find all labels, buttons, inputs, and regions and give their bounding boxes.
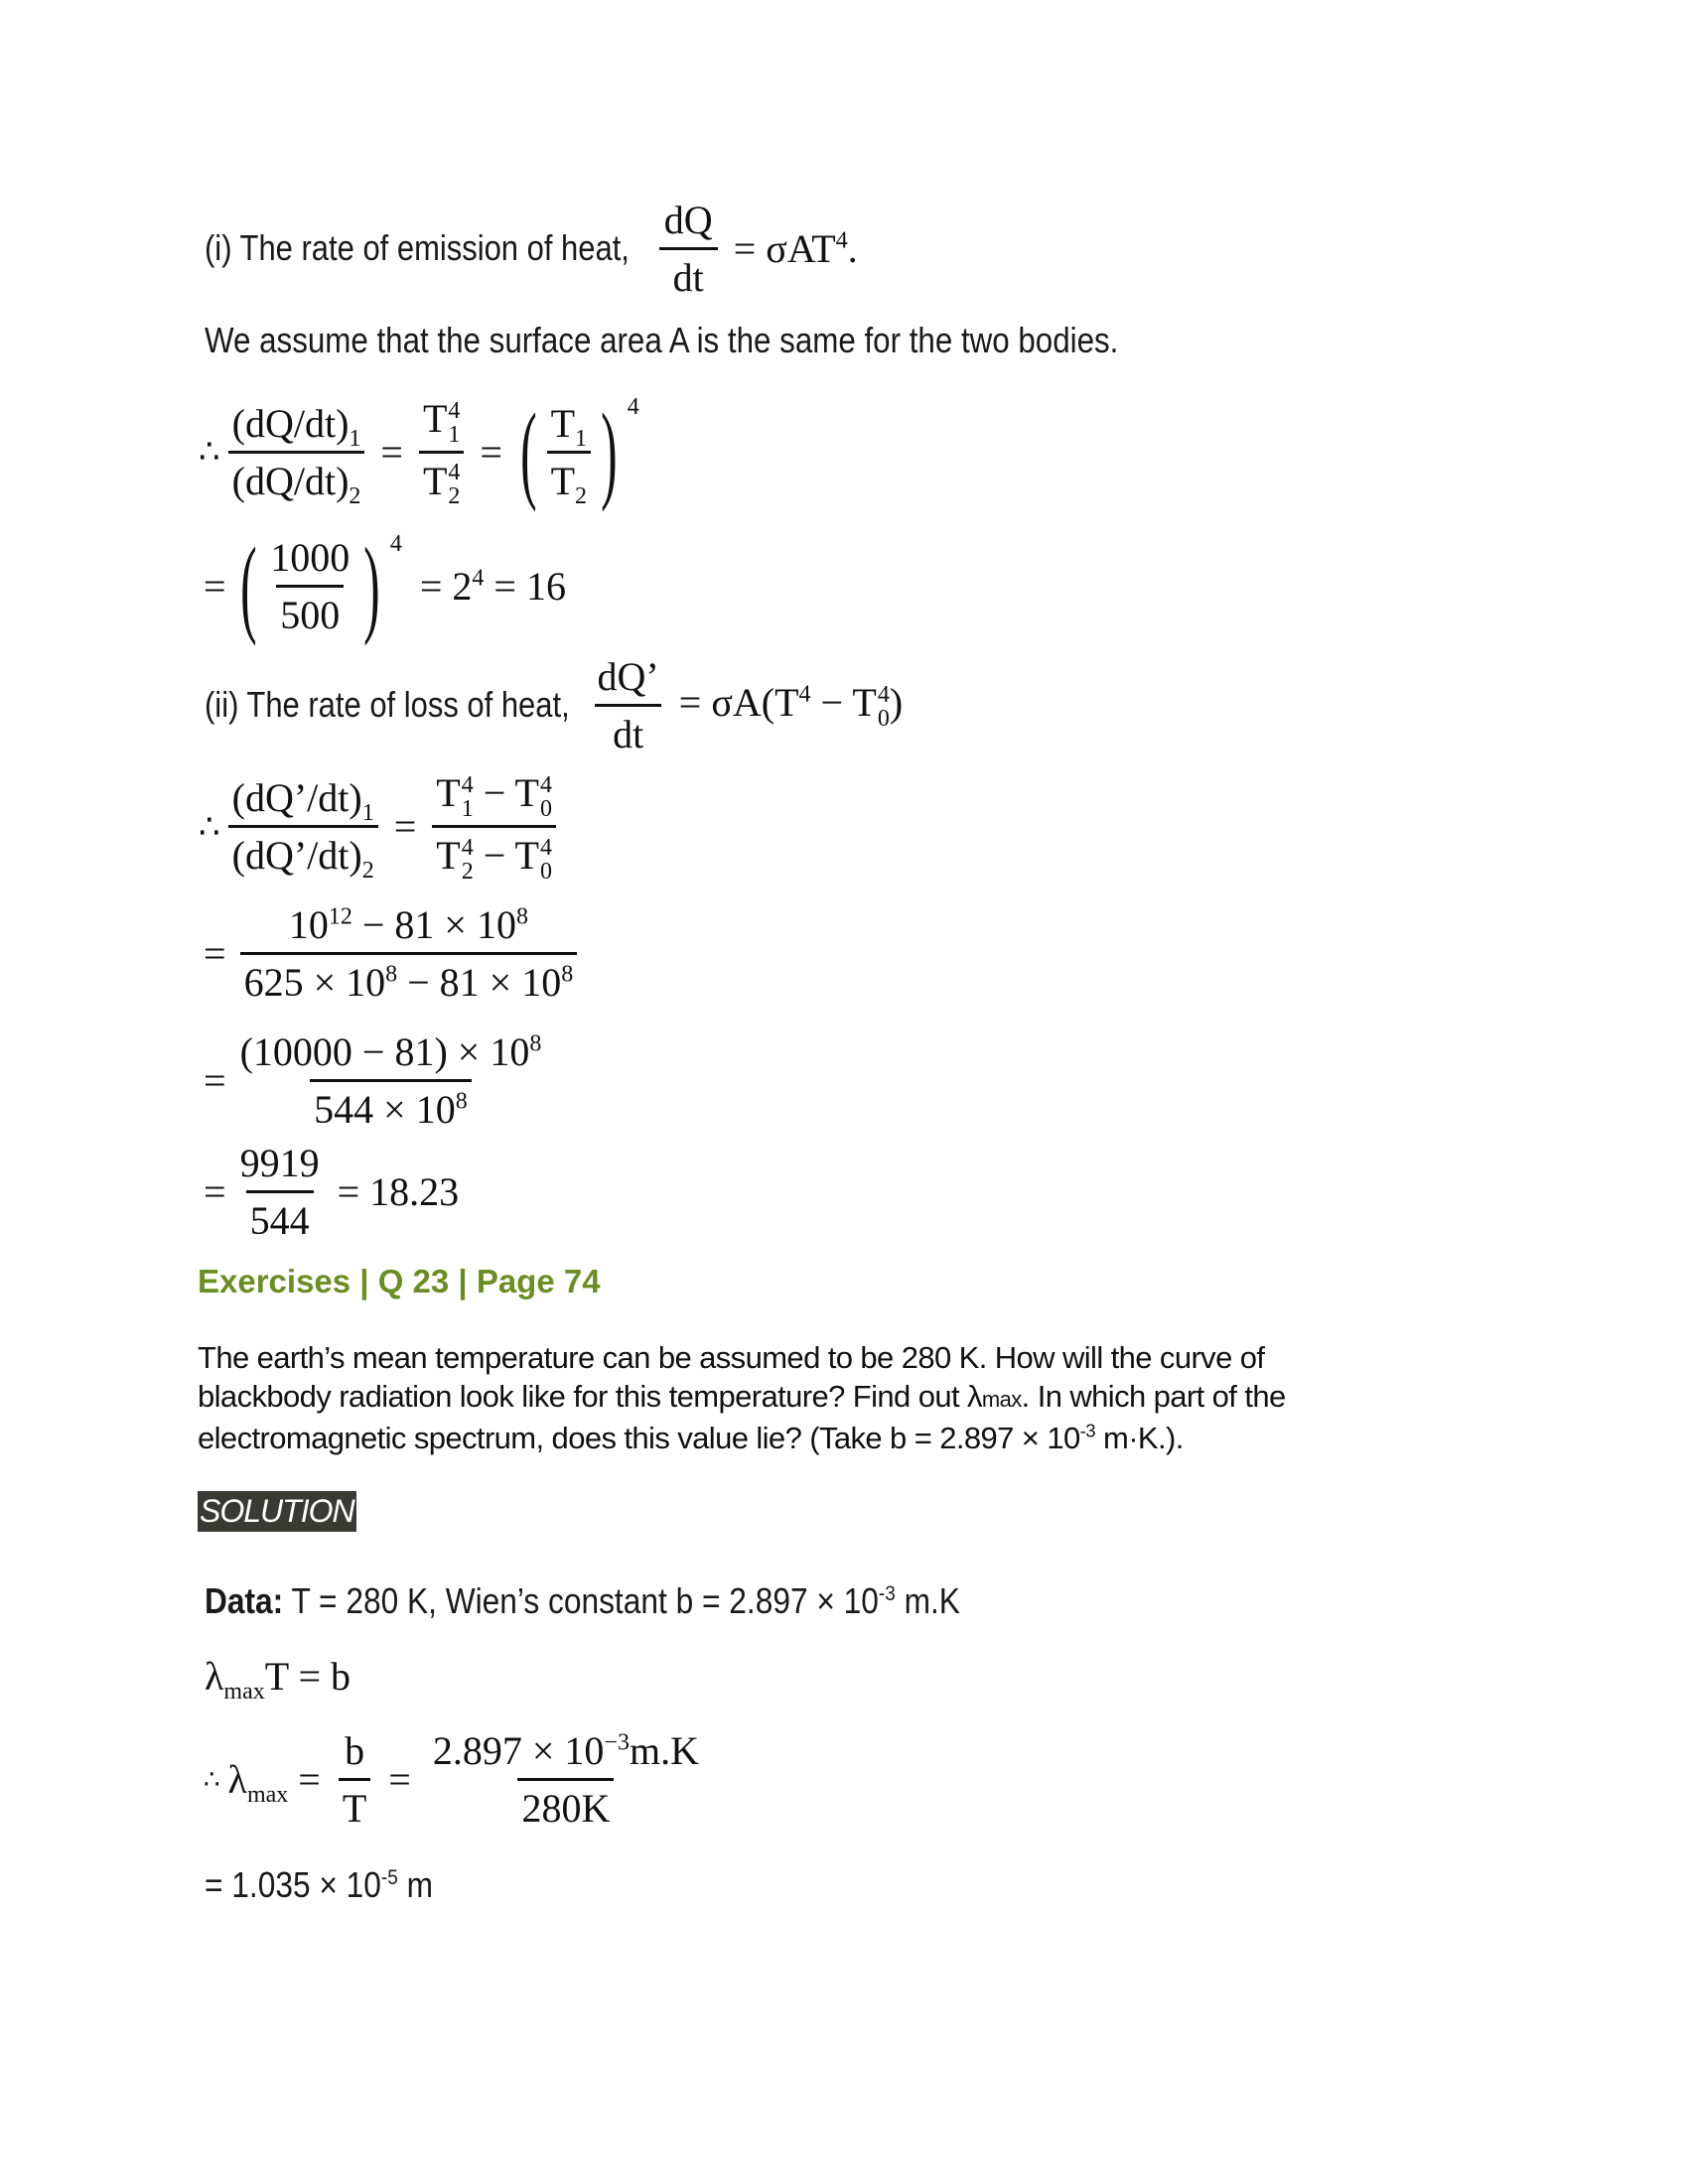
equals-sign: = [204,1057,226,1103]
question-line-1: The earth’s mean temperature can be assumed to be 280 K. How will the curve of [198,1340,1265,1375]
supsub [462,773,474,821]
sup: 4 [448,460,461,486]
step-2 [204,1025,553,1135]
numerator-text: (dQ’/dt) [231,775,362,820]
lambda-result [205,1864,433,1906]
emission-rhs [734,225,858,272]
b-over-t-fraction [339,1727,370,1832]
supsub [448,399,460,447]
equals-sign: = [204,930,226,976]
result-value: = 16 [493,563,566,609]
exponent: 4 [472,565,485,592]
numerator [236,1028,546,1079]
left-paren: ( [239,525,257,646]
rhs-text: = σA(T [678,680,799,726]
part-i-label: (i) The rate of emission of heat, [205,227,630,268]
period: . [847,225,858,271]
exponent: 8 [515,903,528,930]
part-ii-label: (ii) The rate of loss of heat, [205,684,570,725]
ratio-i-equation [199,392,639,511]
question-text [198,1338,1286,1457]
result-text: = 1.035 × 10 [205,1864,381,1905]
temp-fourth-fraction [419,395,464,509]
sub: 0 [877,705,890,732]
solution-label: SOLUTION [198,1491,356,1532]
sub: 0 [540,858,552,885]
supsub [462,836,474,884]
sup: 4 [448,397,461,424]
term: − 81 × 10 [397,959,562,1005]
equals-sign: = [388,1757,411,1802]
rhs-text: − T [810,680,877,726]
minus-t: − T [473,770,539,816]
t-symbol: T [550,400,576,446]
therefore-symbol: ∴ [204,1764,220,1795]
unit: m.K [895,1580,960,1621]
denominator-text: (dQ/dt) [231,458,350,503]
final-ratio-result: = 18.23 [337,1169,460,1214]
sup: 4 [540,834,552,861]
supsub [540,773,552,821]
rate-ratio-fraction [228,400,365,509]
subscript: 1 [361,800,374,826]
therefore-symbol: ∴ [199,806,220,847]
denominator [419,451,464,509]
t-symbol: T [422,458,448,503]
result [420,563,566,610]
exponent: -3 [1079,1420,1095,1441]
text: . In which part of the [1021,1379,1286,1414]
denominator [432,825,556,884]
sub: 1 [461,796,474,822]
step-1-fraction [240,901,578,1006]
wien-law [205,1653,352,1705]
denominator: 544 [246,1190,314,1244]
right-paren: ) [601,391,618,512]
ratio-ii-equation [199,769,564,884]
exponent: 12 [328,903,352,930]
fraction-denominator: dt [659,247,718,301]
sup: 4 [461,834,474,861]
ratio-i-value [204,525,566,646]
denominator: T [339,1778,370,1832]
exercise-heading[interactable]: Exercises | Q 23 | Page 74 [198,1263,601,1299]
subscript: 2 [361,858,374,884]
denominator [547,451,591,509]
lambda-max [227,1756,289,1808]
step-3-fraction [236,1140,324,1244]
numerator [547,400,591,451]
numerator [228,774,378,825]
sup: 4 [877,681,890,708]
assumption-text: We assume that the surface area A is the same for the two bodies. [205,320,1119,360]
denominator: 500 [276,585,344,638]
term: 2.897 × 10 [432,1728,605,1773]
supsub [540,836,552,884]
numerator: 9919 [239,1141,320,1185]
equals-sign: = [380,429,403,475]
term: (10000 − 81) × 10 [239,1028,530,1074]
denominator [228,825,378,884]
data-label: Data: [205,1580,284,1621]
numerator [228,400,365,451]
left-paren: ( [520,391,537,512]
lambda-symbol: λ [227,1757,247,1802]
text: electromagnetic spectrum, does this value lie? (Take b = 2.897 × 10 [198,1421,1080,1455]
exponent: 8 [529,1030,542,1057]
equals-sign: = [204,563,226,609]
step-1 [204,898,585,1008]
numerator-text: (dQ/dt) [231,400,350,446]
temperature-difference-fraction [432,769,556,884]
temperature-fraction [266,534,353,638]
text: blackbody radiation look like for this temperature? Find out λ [198,1379,982,1414]
exponent: -3 [878,1580,896,1605]
close-paren: ) [889,680,904,726]
question-line-2 [198,1377,1286,1419]
subscript: 2 [349,482,361,509]
subscript: 1 [575,425,588,452]
t-symbol: T [422,395,448,441]
result-base: = 2 [419,563,473,609]
exponent: 4 [627,394,639,420]
sup: 4 [461,772,474,798]
numerator [285,901,532,952]
fraction-numerator: dQ [663,197,713,242]
exponent: 4 [835,227,848,254]
term: − 81 × 10 [352,901,516,947]
equals-sign: = [298,1757,321,1802]
exponent: 4 [798,681,811,708]
t-symbol: T [436,770,461,816]
part-ii-line [205,655,903,754]
lambda-calculation [204,1727,711,1832]
denominator [240,952,578,1006]
exponent: 8 [385,961,398,988]
t-symbol: T [550,458,576,503]
equals-sign: = [393,804,417,849]
t-symbol: T [436,833,461,878]
lambda-symbol: λ [205,1654,224,1699]
minus-t: − T [473,833,539,878]
temp-ratio-fraction [547,400,591,509]
fraction-denominator: dt [595,704,661,757]
sub: 2 [448,483,461,510]
sub: 2 [461,858,474,885]
denominator [228,451,365,509]
dq-dt-fraction [659,197,718,301]
question-line-3 [198,1419,1286,1457]
exponent: −3 [604,1729,630,1756]
term: 10 [288,901,329,947]
unit: m.K [629,1728,699,1773]
unit: m [397,1864,434,1905]
term: 544 × 10 [314,1086,456,1132]
equals-sign: = [204,1169,226,1214]
rhs-text: = σAT [733,225,836,271]
part-i-line [205,199,858,298]
sub: 1 [448,421,461,448]
supsub [448,461,460,508]
term: 625 × 10 [243,959,386,1005]
subscript: max [223,1679,265,1705]
exponent: 8 [455,1088,468,1115]
subscript: 2 [575,482,588,509]
right-paren: ) [363,525,380,646]
dq-prime-dt-fraction [594,653,663,757]
wien-value-fraction [429,1727,703,1832]
exponent: 4 [389,531,402,557]
numerator [432,769,556,825]
therefore-symbol: ∴ [199,432,220,472]
subscript: max [981,1387,1022,1412]
denominator [310,1079,472,1133]
data-line [205,1580,960,1622]
exponent: 8 [561,961,574,988]
text: m·K.). [1094,1421,1184,1455]
subscript: max [246,1782,289,1808]
subscript: 1 [349,425,361,452]
data-text: T = 280 K, Wien’s constant b = 2.897 × 10 [283,1580,879,1621]
exponent: -5 [380,1864,398,1889]
step-3 [204,1140,459,1244]
step-2-fraction [236,1028,546,1133]
equation-rest: T = b [264,1654,352,1699]
denominator-text: (dQ’/dt) [231,833,362,878]
sup: 4 [540,772,552,798]
numerator [429,1727,703,1778]
numerator: 1000 [270,534,351,580]
fraction-numerator: dQ’ [597,653,659,699]
supsub [878,683,890,731]
equals-sign: = [480,429,502,475]
loss-rate-ratio-fraction [228,774,378,884]
numerator [419,395,464,451]
numerator: b [345,1728,365,1773]
denominator: 280K [517,1778,614,1832]
loss-rhs [679,679,903,731]
sub: 0 [540,796,552,822]
